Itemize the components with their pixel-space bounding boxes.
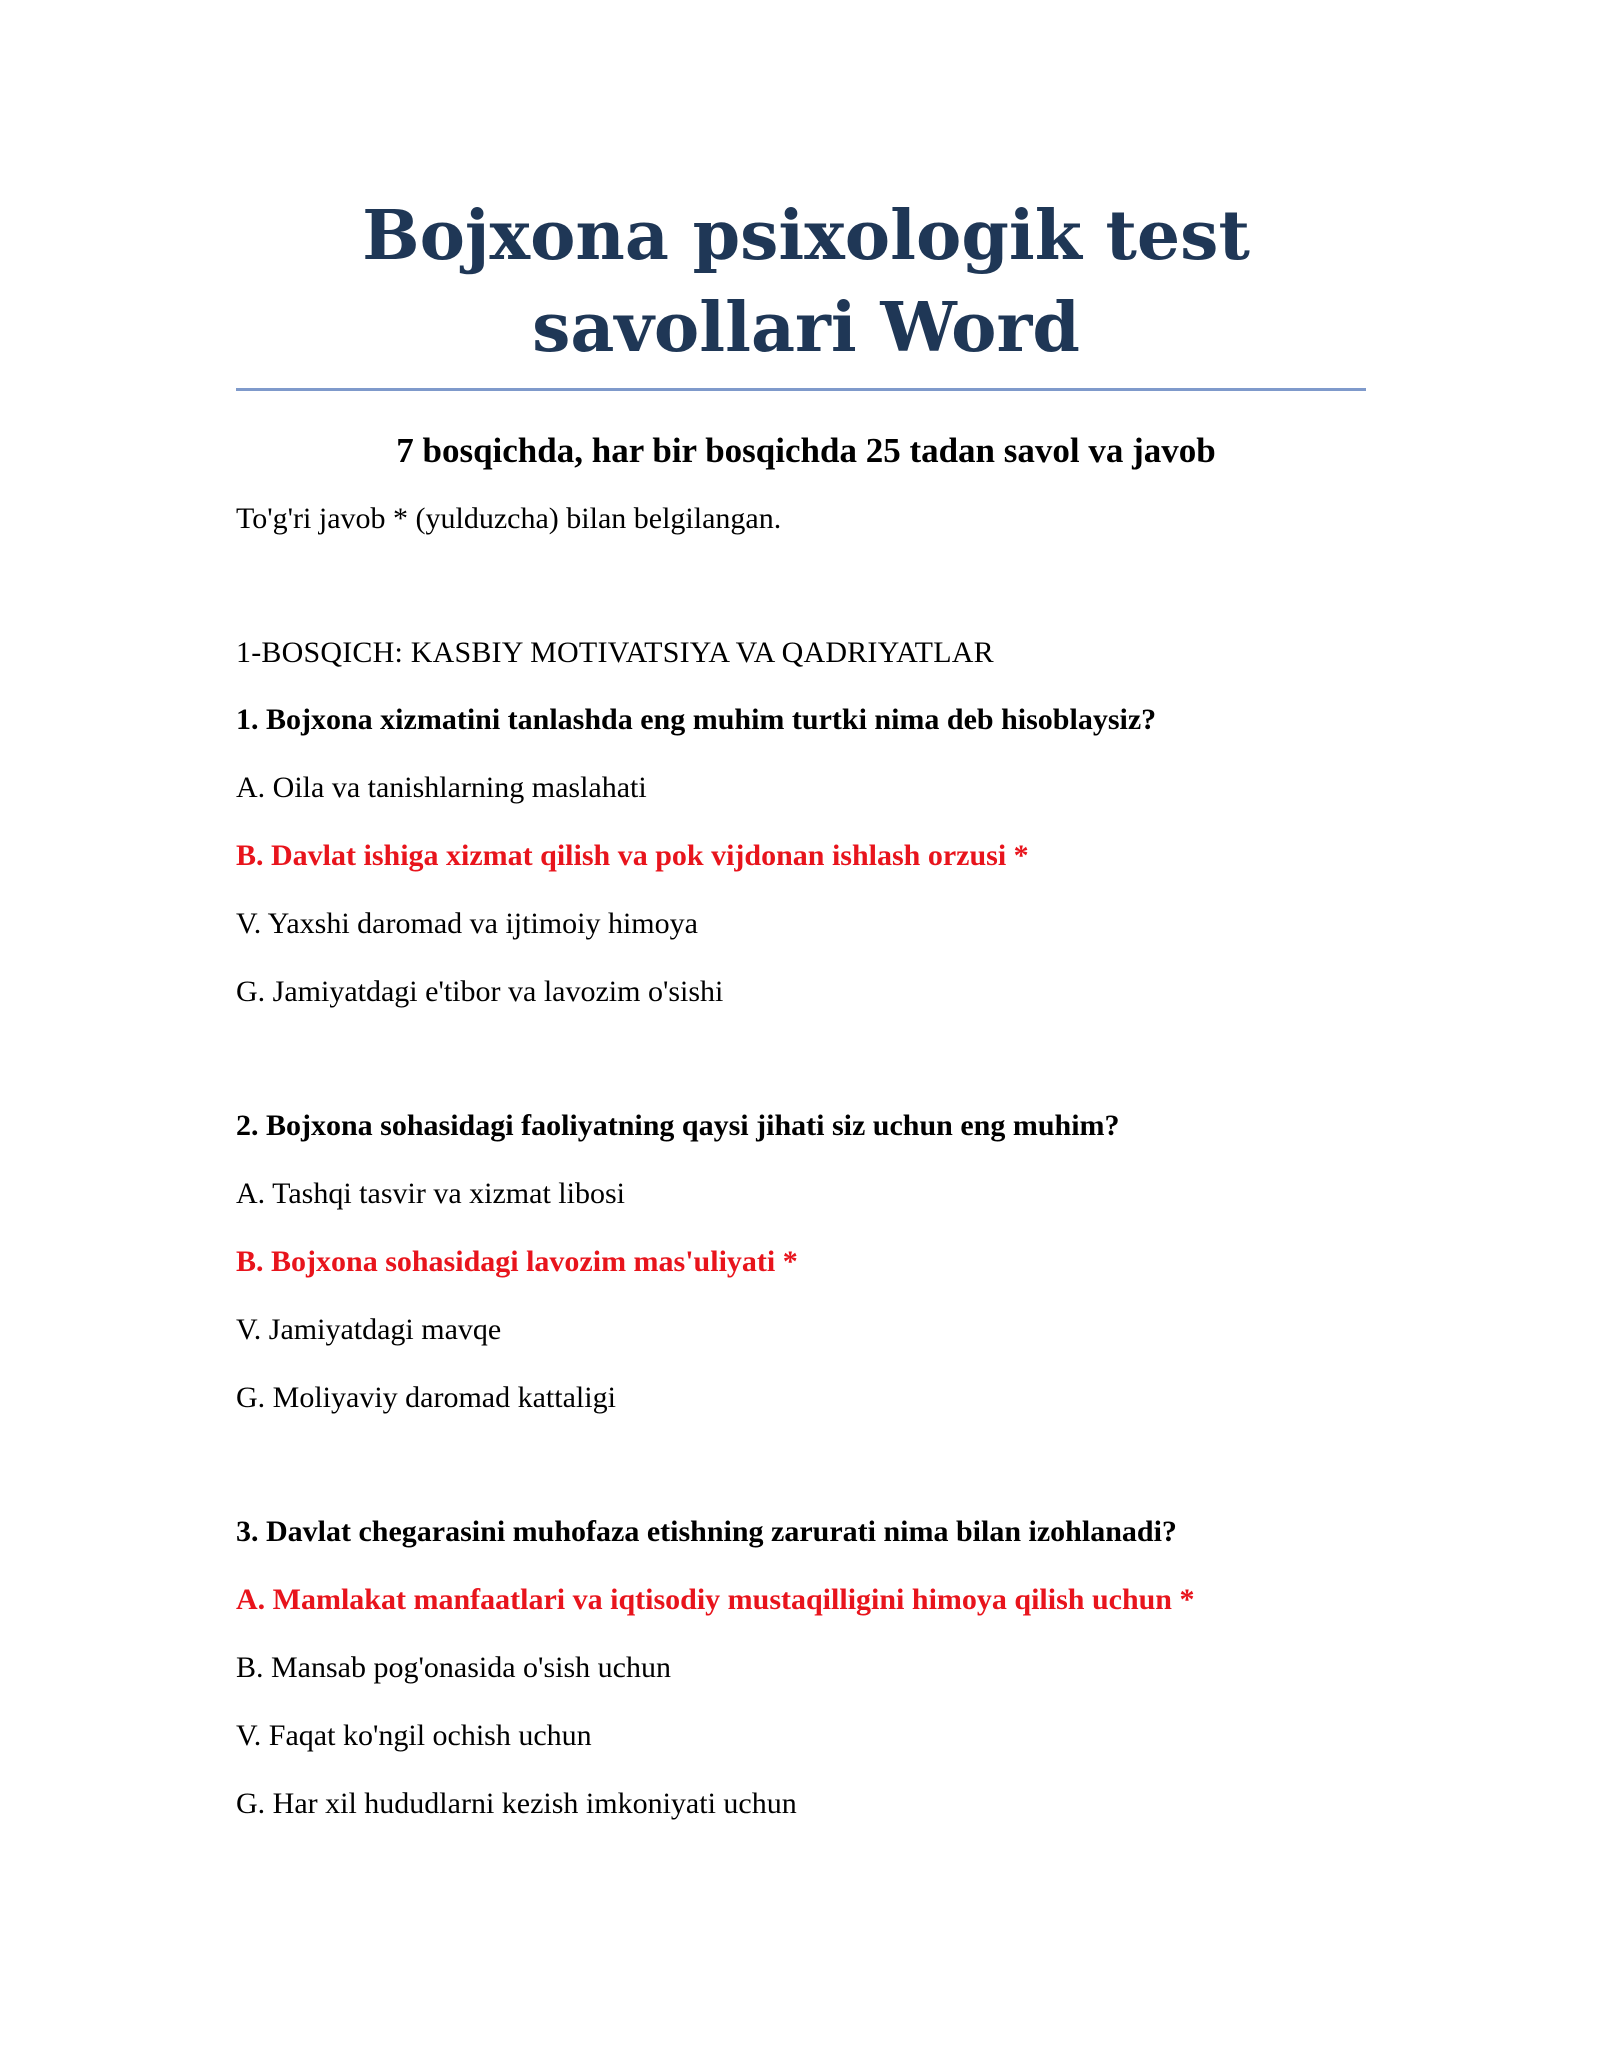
section-title: 1-BOSQICH: KASBIY MOTIVATSIYA VA QADRIYATLAR <box>236 636 994 669</box>
question-1-option-b-correct: B. Davlat ishiga xizmat qilish va pok vijdonan ishlash orzusi * <box>236 839 1029 872</box>
question-3-option-a-correct: A. Mamlakat manfaatlari va iqtisodiy mustaqilligini himoya qilish uchun * <box>236 1583 1195 1616</box>
document-subtitle: 7 bosqichda, har bir bosqichda 25 tadan savol va javob <box>396 431 1216 470</box>
question-1-option-v: V. Yaxshi daromad va ijtimoiy himoya <box>236 907 698 940</box>
question-2-option-a: A. Tashqi tasvir va xizmat libosi <box>236 1177 625 1210</box>
question-3: 3. Davlat chegarasini muhofaza etishning zarurati nima bilan izohlanadi? <box>236 1515 1177 1548</box>
title-divider <box>236 388 1366 391</box>
question-3-option-b: B. Mansab pog'onasida o'sish uchun <box>236 1651 671 1684</box>
question-3-option-g: G. Har xil hududlarni kezish imkoniyati uchun <box>236 1787 797 1820</box>
answer-key-note: To'g'ri javob * (yulduzcha) bilan belgilangan. <box>236 502 782 535</box>
title-line-2: savollari Word <box>532 288 1080 368</box>
question-1-option-a: A. Oila va tanishlarning maslahati <box>236 771 647 804</box>
question-1-option-g: G. Jamiyatdagi e'tibor va lavozim o'sishi <box>236 975 724 1008</box>
question-2-option-v: V. Jamiyatdagi mavqe <box>236 1313 502 1346</box>
question-2-option-g: G. Moliyaviy daromad kattaligi <box>236 1381 616 1414</box>
title-line-1: Bojxona psixologik test <box>362 196 1250 276</box>
question-1: 1. Bojxona xizmatini tanlashda eng muhim turtki nima deb hisoblaysiz? <box>236 703 1157 736</box>
question-3-option-v: V. Faqat ko'ngil ochish uchun <box>236 1719 592 1752</box>
document-page <box>236 190 1366 1824</box>
question-2: 2. Bojxona sohasidagi faoliyatning qaysi jihati siz uchun eng muhim? <box>236 1109 1120 1142</box>
document-title <box>236 190 1366 374</box>
question-2-option-b-correct: B. Bojxona sohasidagi lavozim mas'uliyati * <box>236 1245 798 1278</box>
